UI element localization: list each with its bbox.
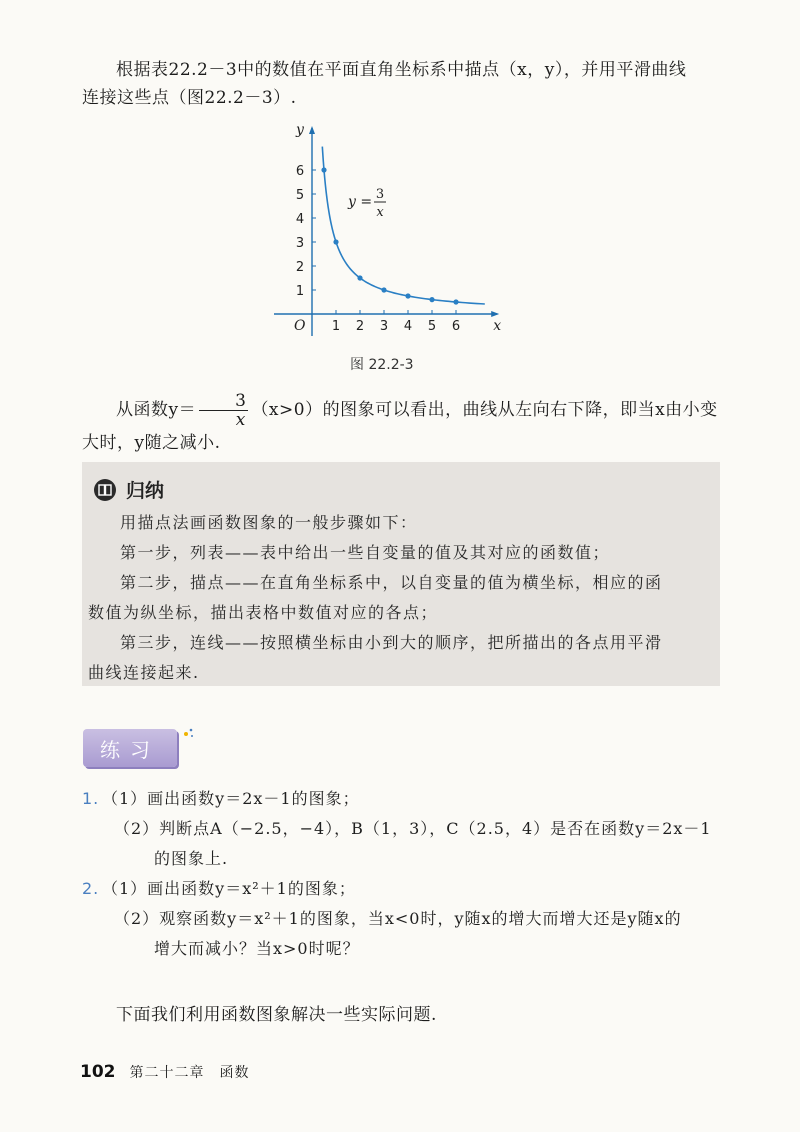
fraction-denominator: x	[235, 410, 246, 430]
exercise-item-2b-cont	[154, 936, 360, 962]
function-graph	[260, 118, 540, 348]
y-tick-label: 2	[295, 260, 305, 275]
y-tick-label: 1	[295, 284, 305, 299]
data-point	[405, 293, 410, 298]
intro-line-1: 根据表22.2－3中的数值在平面直角坐标系中描点（x，y），并用平滑曲线	[116, 60, 687, 80]
figure-caption: 图 22.2-3	[350, 357, 414, 373]
x-tick-label: 3	[379, 319, 389, 334]
function-label-y: y =	[348, 194, 373, 210]
analysis-paragraph	[82, 392, 742, 457]
y-tick-label: 6	[295, 164, 305, 179]
exercise-item-2b	[114, 906, 682, 932]
y-axis-label: y	[296, 122, 304, 138]
data-point	[357, 275, 362, 280]
summary-line: 数值为纵坐标，描出表格中数值对应的各点；	[88, 603, 439, 622]
x-tick-label: 1	[331, 319, 341, 334]
summary-line: 曲线连接起来.	[88, 663, 200, 682]
exercise-item-1b	[114, 816, 712, 842]
closing-sentence: 下面我们利用函数图象解决一些实际问题.	[116, 1005, 437, 1025]
y-tick-label: 5	[295, 188, 305, 203]
analysis-fraction	[199, 392, 248, 429]
summary-body	[88, 508, 712, 688]
data-point	[453, 299, 458, 304]
page-number: 102	[80, 1062, 116, 1082]
chapter-title: 第二十二章 函数	[129, 1065, 250, 1081]
x-axis-arrow	[491, 311, 499, 317]
exercise-number: 2.	[82, 879, 100, 898]
sparkle-icon	[182, 726, 196, 740]
y-tick-label: 4	[295, 212, 305, 227]
exercise-number: 1.	[82, 789, 100, 808]
exercise-tag: 练习	[83, 729, 177, 767]
exercise-item-2	[82, 876, 356, 902]
x-axis-label: x	[493, 318, 502, 334]
x-tick-label: 5	[427, 319, 437, 334]
analysis-line-2: 大时，y随之减小.	[82, 433, 221, 453]
exercise-text: （1）画出函数y＝x²＋1的图象；	[102, 879, 356, 898]
page-footer	[80, 1062, 250, 1082]
exercise-text: 的图象上.	[154, 849, 229, 868]
exercise-text: （1）画出函数y＝2x－1的图象；	[102, 789, 360, 808]
summary-line: 第一步，列表——表中给出一些自变量的值及其对应的函数值；	[120, 543, 611, 562]
exercise-text: （2）观察函数y＝x²＋1的图象，当x<0时，y随x的增大而增大还是y随x的	[114, 909, 682, 928]
data-point	[429, 297, 434, 302]
exercise-text: （2）判断点A（−2.5，−4），B（1，3），C（2.5，4）是否在函数y＝2x－1	[114, 819, 712, 838]
y-axis-arrow	[309, 126, 315, 134]
summary-line: 第二步，描点——在直角坐标系中，以自变量的值为横坐标，相应的函	[120, 573, 663, 592]
function-curve	[322, 147, 484, 304]
summary-header	[94, 476, 164, 503]
summary-line: 第三步，连线——按照横坐标由小到大的顺序，把所描出的各点用平滑	[120, 633, 663, 652]
intro-line-2: 连接这些点（图22.2－3）.	[82, 88, 297, 108]
exercise-item-1	[82, 786, 360, 812]
x-tick-label: 2	[355, 319, 365, 334]
function-label-denominator: x	[376, 205, 384, 220]
analysis-post: （x>0）的图象可以看出，曲线从左向右下降，即当x由小变	[251, 400, 718, 420]
analysis-pre: 从函数y＝	[116, 400, 197, 420]
exercise-text: 增大而减小？当x>0时呢？	[154, 939, 360, 958]
intro-paragraph	[82, 56, 732, 112]
data-point	[381, 287, 386, 292]
fraction-numerator: 3	[199, 392, 248, 411]
y-tick-label: 3	[295, 236, 305, 251]
exercise-item-1b-cont	[154, 846, 228, 872]
summary-line: 用描点法画函数图象的一般步骤如下：	[120, 513, 418, 532]
x-tick-label: 4	[403, 319, 413, 334]
data-point	[333, 239, 338, 244]
summary-book-icon	[94, 479, 116, 501]
x-tick-label: 6	[451, 319, 461, 334]
function-label-numerator: 3	[375, 187, 385, 202]
summary-title: 归纳	[126, 480, 165, 502]
origin-label: O	[294, 318, 306, 334]
data-point	[321, 167, 326, 172]
